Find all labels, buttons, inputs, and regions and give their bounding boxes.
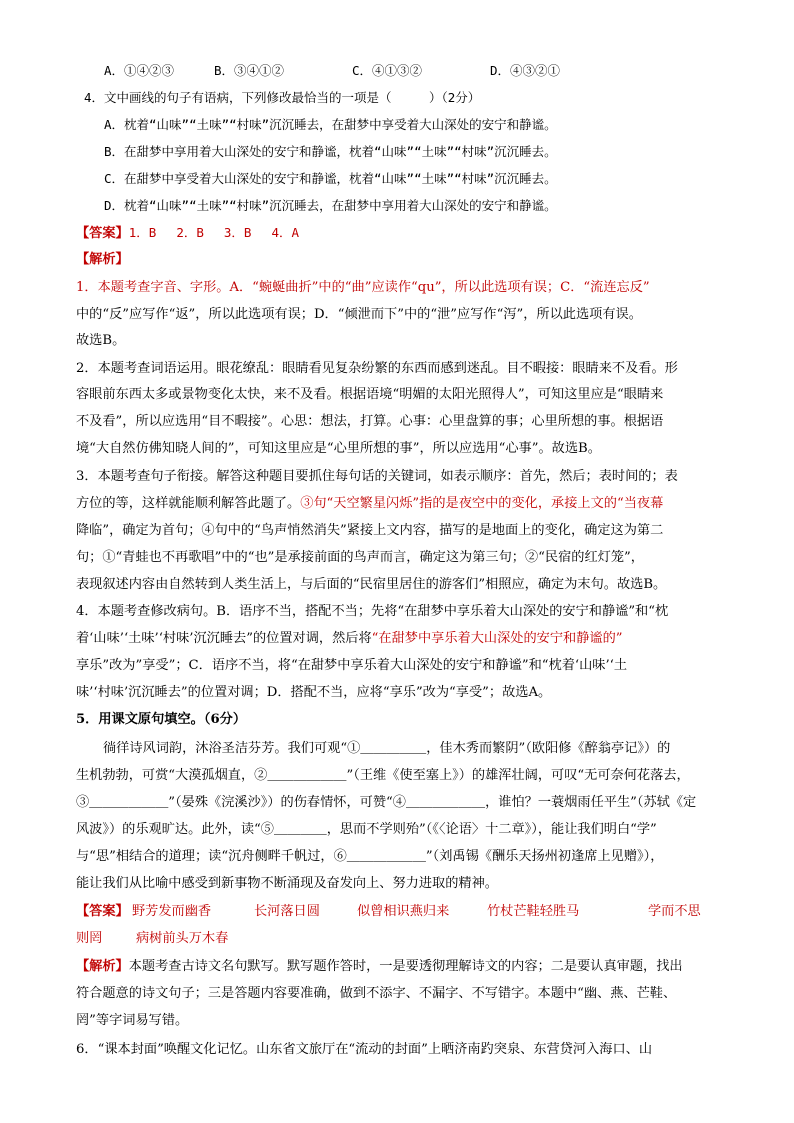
answer-block-1 <box>76 224 299 243</box>
analysis-4-line-3: 享乐”改为”享受”；C．语序不当，将“在甜梦中享乐着大山深处的安宁和静谧”和“枕着‘山味’‘土 <box>76 658 628 673</box>
q6-line-1: 6．“课本封面”唤醒文化记忆。山东省文旅厅在“流动的封面”上晒济南趵突泉、东营贷河入海口、山 <box>76 1042 653 1057</box>
q4-option-c: C．在甜梦中享受着大山深处的安宁和静谧，枕着“山味”“土味”“村味”沉沉睡去。 <box>104 171 557 186</box>
analysis-2-line-1: 2．本题考查词语运用。眼花缭乱：眼睛看见复杂纷繁的东西而感到迷乱。目不暇接：眼睛来不及看。形 <box>76 361 678 376</box>
answer-block-2 <box>76 903 736 921</box>
analysis-1-prefix: 1．本题考查字音、字形。A． <box>76 280 253 295</box>
q4-option-a: A．枕着“山味”“土味”“村味”沉沉睡去，在甜梦中享受着大山深处的安宁和静谧。 <box>104 117 557 132</box>
analysis-1-line-2: 中的“反”应写作“返”，所以此选项有误；D．“倾泄而下”中的“泄”应写作“泻”，所以此选项有误。 <box>76 307 642 322</box>
q5-title: 5．用课文原句填空。（6分） <box>76 712 247 727</box>
q4-option-b: B．在甜梦中享用着大山深处的安宁和静谧，枕着“山味”“土味”“村味”沉沉睡去。 <box>104 144 557 159</box>
q5-line-2: 生机勃勃，可赏“大漠孤烟直，②＿＿＿＿＿＿”（王维《使至塞上》）的雄浑壮阔，可叹“无可奈何花落去， <box>76 768 690 783</box>
answer-tag-2: 【答案】 <box>76 904 129 919</box>
answer-text: 1．B 2．B 3．B 4．A <box>128 225 300 240</box>
answer-item: 学而不思 <box>648 904 701 919</box>
analysis-5-text: 本题考查古诗文名句默写。默写题作答时，一是要透彻理解诗文的内容；二是要认真审题，找出 <box>128 959 683 974</box>
analysis-4-line-2 <box>76 630 623 648</box>
q5-line-3: ③＿＿＿＿＿＿”（晏殊《浣溪沙》）的伤春情怀，可赞“④＿＿＿＿＿＿，谁怕？一蓑烟雨任平生”（苏轼《定 <box>76 795 697 810</box>
answer-tag: 【答案】 <box>76 226 129 241</box>
analysis-5-line-1 <box>76 958 683 976</box>
analysis-1-line-1 <box>76 279 650 297</box>
analysis-3-line-1: 3．本题考查句子衔接。解答这种题目要抓住每句话的关键词，如表示顺序：首先，然后；表时间的；表 <box>76 469 678 484</box>
q3-option-d: D．④③②① <box>490 63 561 78</box>
q4-option-d: D．枕着“山味”“土味”“村味”沉沉睡去，在甜梦中享用着大山深处的安宁和静谧。 <box>104 198 557 213</box>
q3-option-a: A．①④②③ <box>104 63 175 78</box>
analysis-3-line-2 <box>76 495 663 513</box>
analysis-4-line-1: 4．本题考查修改病句。B．语序不当，搭配不当；先将“在甜梦中享乐着大山深处的安宁和静谧”和“枕 <box>76 604 669 619</box>
analysis-5-line-3: 罔”等字词易写错。 <box>76 1013 189 1028</box>
analysis-4-text-b: “在甜梦中享乐着大山深处的安宁和静谧的” <box>371 631 623 646</box>
analysis-1-text: “蜿蜒曲折”中的“曲”应读作“qu”，所以此选项有误；C．“流连忘反” <box>252 280 650 295</box>
q3-option-b: B．③④①② <box>214 63 285 78</box>
q4-stem: 4．文中画线的句子有语病，下列修改最恰当的一项是（ ）（2分） <box>84 90 481 105</box>
analysis-3-text-b: ③句“天空繁星闪烁”指的是夜空中的变化，承接上文的“当夜幕 <box>300 496 664 511</box>
analysis-3-line-5: 表现叙述内容由自然转到人类生活上，与后面的“民宿里居住的游客们”相照应，确定为末句。故选B。 <box>76 577 667 592</box>
analysis-1-line-3: 故选B。 <box>76 333 126 348</box>
analysis-5-line-2: 符合题意的诗文句子；三是答题内容要准确，做到不添字、不漏字、不写错字。本题中“幽、燕、芒鞋、 <box>76 986 677 1001</box>
answer-item: 野芳发而幽香 <box>132 904 212 919</box>
answer-item: 病树前头万木春 <box>136 931 229 946</box>
q5-line-1: 徜徉诗风词韵，沐浴圣洁芬芳。我们可观“①＿＿＿＿＿，佳木秀而繁阴”（欧阳修《醉翁亭记》）的 <box>103 741 671 756</box>
q5-line-4: 风波》）的乐观旷达。此外，读“⑤＿＿＿＿，思而不学则殆”（《〈论语〉十二章》），能让我们明白“学” <box>76 822 657 837</box>
analysis-2-line-2: 容眼前东西太多或景物变化太快，来不及看。根据语境“明媚的太阳光照得人”，可知这里应是“眼睛来 <box>76 387 664 402</box>
q5-line-5: 与“思”相结合的道理；读“沉舟侧畔千帆过，⑥＿＿＿＿＿＿”（刘禹锡《酬乐天扬州初逢席上见赠》）， <box>76 849 664 864</box>
analysis-tag-2: 【解析】 <box>76 959 129 974</box>
answer-item: 竹杖芒鞋轻胜马 <box>487 904 580 919</box>
analysis-4-line-4: 味’‘村味’沉沉睡去”的位置对调；D．搭配不当，应将“享乐”改为“享受”；故选A。 <box>76 685 552 700</box>
analysis-2-line-3: 不及看”，所以应选用“目不暇接”。心思：想法，打算。心事：心里盘算的事；心里所想的事。根据语 <box>76 414 664 429</box>
q3-option-c: C．④①③② <box>352 63 423 78</box>
analysis-3-line-3: 降临”，确定为首句；④句中的“鸟声悄然消失”紧接上文内容，描写的是地面上的变化，确定这为第二 <box>76 523 664 538</box>
analysis-tag: 【解析】 <box>76 252 129 267</box>
answer-item: 似曾相识燕归来 <box>357 904 450 919</box>
answer-item: 长河落日圆 <box>254 904 320 919</box>
analysis-4-text-a: 着‘山味’‘土味’‘村味’沉沉睡去”的位置对调，然后将 <box>76 631 372 646</box>
analysis-3-line-4: 句；①“青蛙也不再歌唱”中的“也”是承接前面的鸟声而言，确定这为第三句；②“民宿的红灯笼”， <box>76 550 644 565</box>
answer-item: 则罔 <box>76 931 103 946</box>
q5-line-6: 能让我们从比喻中感受到新事物不断涌现及奋发向上、努力进取的精神。 <box>76 876 498 891</box>
analysis-2-line-4: 境“大自然仿佛知晓人间的”，可知这里应是“心里所想的事”，所以应选用“心事”。故选B。 <box>76 441 601 456</box>
analysis-3-text-a: 方位的等，这样就能顺利解答此题了。 <box>76 496 301 511</box>
